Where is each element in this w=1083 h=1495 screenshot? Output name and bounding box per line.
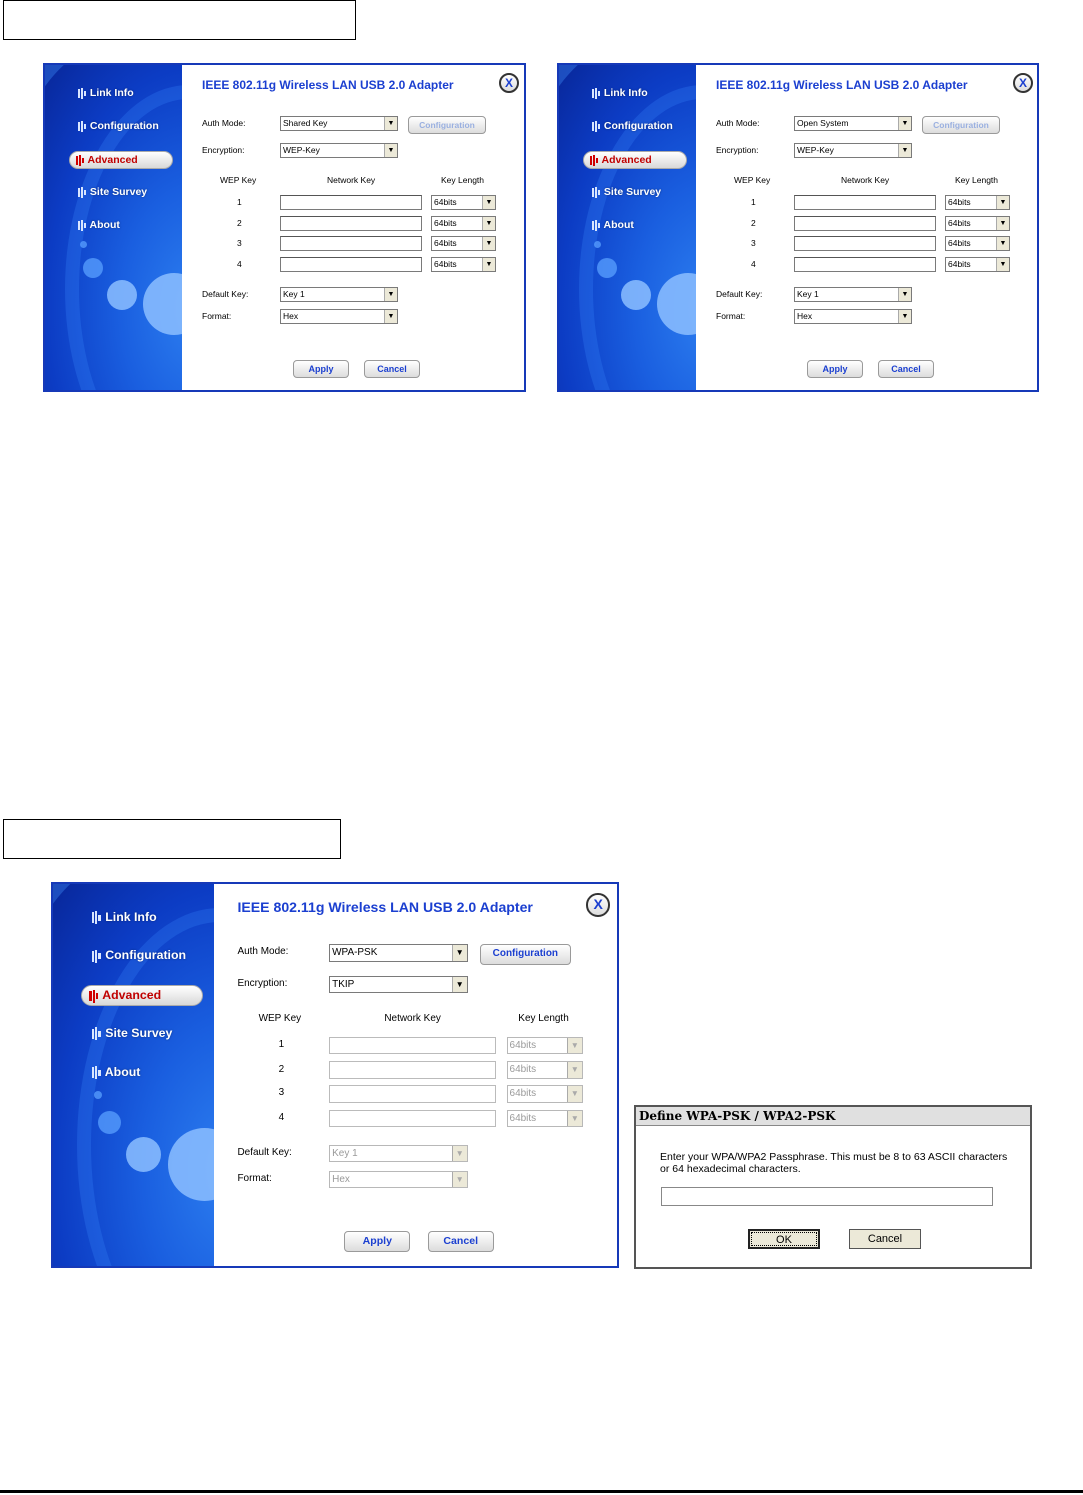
default-key-label: Default Key:	[202, 289, 249, 299]
chevron-down-icon: ▼	[567, 1086, 582, 1102]
key-length-select-value: 64bits	[509, 1064, 537, 1076]
sidebar-dot	[594, 241, 601, 248]
key-length-header: Key Length	[955, 175, 999, 185]
sidebar-item-link-info[interactable]	[92, 908, 214, 927]
sidebar-item-label: About	[603, 219, 634, 231]
sidebar-item-label: Link Info	[603, 87, 648, 99]
sidebar-item-link-info[interactable]	[592, 85, 696, 101]
wep-key-header: WEP Key	[734, 175, 771, 185]
key-length-select-value: 64bits	[434, 238, 457, 248]
sidebar-item-about[interactable]	[592, 217, 696, 233]
chevron-down-icon: ▼	[452, 1146, 467, 1162]
sidebar-item-label: Site Survey	[603, 186, 662, 198]
sidebar	[559, 65, 696, 390]
key-length-select-value: 64bits	[948, 238, 971, 248]
chevron-down-icon: ▼	[898, 310, 911, 323]
chevron-down-icon: ▼	[384, 310, 397, 323]
dialog-title: Define WPA-PSK / WPA2-PSK	[636, 1107, 1030, 1126]
key-length-select[interactable]	[945, 216, 1010, 231]
wep-key-index: 2	[278, 1063, 285, 1075]
window-title: IEEE 802.11g Wireless LAN USB 2.0 Adapter	[716, 78, 968, 92]
key-length-select[interactable]	[431, 236, 496, 251]
sidebar-item-label: Link Info	[105, 909, 157, 924]
default-key-select[interactable]	[329, 1145, 468, 1163]
network-key-header: Network Key	[384, 1013, 441, 1025]
chevron-down-icon: ▼	[898, 288, 911, 301]
sidebar-item-label: Advanced	[87, 154, 138, 166]
sidebar-item-label: Advanced	[601, 154, 652, 166]
close-button[interactable]	[586, 893, 610, 917]
sidebar-dot	[83, 258, 103, 278]
key-length-select[interactable]	[945, 257, 1010, 272]
apply-button[interactable]	[293, 360, 349, 378]
configuration-button-label: Configuration	[419, 120, 475, 130]
chevron-down-icon: ▼	[482, 196, 495, 209]
chevron-down-icon: ▼	[898, 117, 911, 130]
auth-mode-select-value: Shared Key	[283, 118, 328, 128]
wep-key-index: 3	[751, 238, 756, 248]
adapter-window-open-system	[557, 63, 1039, 392]
default-key-select-value: Key 1	[332, 1147, 358, 1159]
format-label: Format:	[202, 311, 232, 321]
sidebar-item-about[interactable]	[78, 217, 182, 233]
chevron-down-icon: ▼	[996, 217, 1009, 230]
network-key-input[interactable]	[329, 1061, 496, 1079]
bars-icon	[92, 908, 102, 927]
chevron-down-icon: ▼	[567, 1111, 582, 1127]
key-length-select[interactable]	[507, 1061, 583, 1079]
sidebar-item-configuration[interactable]	[592, 118, 696, 134]
auth-mode-select-value: Open System	[797, 118, 849, 128]
bars-icon	[78, 85, 87, 101]
close-button[interactable]	[499, 73, 519, 93]
encryption-select-value: TKIP	[332, 978, 355, 990]
format-select-value: Hex	[332, 1173, 350, 1185]
passphrase-input[interactable]	[661, 1187, 993, 1206]
dialog-message-line1: Enter your WPA/WPA2 Passphrase. This must be 8 to 63 ASCII characters	[660, 1151, 1008, 1163]
configuration-button-label: Configuration	[492, 947, 558, 959]
network-key-input[interactable]	[794, 236, 936, 251]
key-length-select-value: 64bits	[509, 1112, 537, 1124]
sidebar-item-label: Advanced	[102, 988, 162, 1003]
network-key-input[interactable]	[280, 195, 422, 210]
auth-mode-label: Auth Mode:	[716, 118, 760, 128]
auth-mode-select-value: WPA-PSK	[332, 946, 378, 958]
configuration-button[interactable]	[922, 116, 1000, 134]
sidebar-item-advanced[interactable]	[583, 151, 687, 169]
encryption-select-value: WEP-Key	[797, 145, 834, 155]
encryption-select[interactable]	[794, 143, 912, 158]
wep-key-header: WEP Key	[258, 1013, 302, 1025]
chevron-down-icon: ▼	[452, 977, 467, 993]
network-key-input[interactable]	[329, 1085, 496, 1103]
format-select[interactable]	[794, 309, 912, 324]
bars-icon	[92, 1024, 102, 1043]
sidebar-item-label: Site Survey	[89, 186, 148, 198]
encryption-select[interactable]	[329, 976, 468, 994]
bars-icon	[78, 118, 87, 134]
bars-icon	[592, 184, 601, 200]
wep-key-index: 3	[237, 238, 242, 248]
network-key-input[interactable]	[329, 1037, 496, 1055]
window-title: IEEE 802.11g Wireless LAN USB 2.0 Adapter	[202, 78, 454, 92]
configuration-button-label: Configuration	[933, 120, 989, 130]
apply-button[interactable]	[344, 1231, 410, 1252]
sidebar-item-label: Site Survey	[105, 1025, 173, 1040]
sidebar-item-site-survey[interactable]	[92, 1024, 214, 1043]
caption-box-bottom	[3, 819, 341, 859]
key-length-select[interactable]	[431, 216, 496, 231]
key-length-header: Key Length	[441, 175, 485, 185]
sidebar-item-label: Configuration	[105, 948, 187, 963]
bars-icon	[592, 217, 601, 233]
network-key-input[interactable]	[794, 216, 936, 231]
cancel-button-label: Cancel	[443, 1234, 479, 1247]
bars-icon	[76, 152, 85, 168]
wep-key-index: 4	[278, 1111, 285, 1123]
default-key-select[interactable]	[280, 287, 398, 302]
close-icon: X	[1018, 76, 1027, 90]
encryption-select-value: WEP-Key	[283, 145, 320, 155]
chevron-down-icon: ▼	[898, 144, 911, 157]
key-length-header: Key Length	[518, 1013, 569, 1025]
sidebar-item-configuration[interactable]	[92, 946, 214, 965]
apply-button[interactable]	[807, 360, 863, 378]
apply-button-label: Apply	[308, 364, 334, 374]
chevron-down-icon: ▼	[996, 196, 1009, 209]
network-key-header: Network Key	[327, 175, 376, 185]
key-length-select[interactable]	[507, 1085, 583, 1103]
wep-key-index: 3	[278, 1087, 285, 1099]
chevron-down-icon: ▼	[452, 945, 467, 961]
sidebar-item-label: About	[104, 1064, 141, 1079]
key-length-select-value: 64bits	[948, 197, 971, 207]
configuration-button[interactable]	[480, 944, 572, 965]
key-length-select[interactable]	[945, 236, 1010, 251]
chevron-down-icon: ▼	[452, 1172, 467, 1188]
sidebar-item-label: Configuration	[603, 120, 673, 132]
cancel-button-label: Cancel	[891, 364, 921, 374]
key-length-select-value: 64bits	[434, 259, 457, 269]
dialog-message-line2: or 64 hexadecimal characters.	[660, 1163, 801, 1175]
wpa-psk-dialog	[634, 1105, 1032, 1269]
network-key-input[interactable]	[794, 257, 936, 272]
encryption-label: Encryption:	[237, 978, 288, 989]
wep-key-index: 4	[237, 259, 242, 269]
sidebar-item-configuration[interactable]	[78, 118, 182, 134]
sidebar-item-site-survey[interactable]	[78, 184, 182, 200]
wep-key-index: 1	[751, 197, 756, 207]
key-length-select[interactable]	[507, 1110, 583, 1128]
format-select-value: Hex	[283, 311, 299, 321]
sidebar-dot	[80, 241, 87, 248]
auth-mode-select[interactable]	[794, 116, 912, 131]
default-key-label: Default Key:	[716, 289, 763, 299]
chevron-down-icon: ▼	[567, 1062, 582, 1078]
dialog-ok-button[interactable]	[748, 1229, 820, 1249]
network-key-input[interactable]	[794, 195, 936, 210]
sidebar-dot	[107, 280, 137, 310]
close-icon: X	[593, 896, 603, 913]
sidebar-dot	[126, 1137, 161, 1172]
bars-icon	[592, 118, 601, 134]
chevron-down-icon: ▼	[567, 1038, 582, 1054]
adapter-window-wpa-psk	[51, 882, 619, 1268]
key-length-select-value: 64bits	[948, 218, 971, 228]
auth-mode-label: Auth Mode:	[202, 118, 246, 128]
wep-key-index: 2	[751, 218, 756, 228]
wep-key-index: 2	[237, 218, 242, 228]
default-key-select[interactable]	[794, 287, 912, 302]
default-key-select-value: Key 1	[797, 289, 819, 299]
window-title: IEEE 802.11g Wireless LAN USB 2.0 Adapter	[237, 899, 533, 916]
sidebar	[53, 884, 214, 1266]
key-length-select[interactable]	[431, 257, 496, 272]
apply-button-label: Apply	[362, 1234, 392, 1247]
sidebar-item-link-info[interactable]	[78, 85, 182, 101]
close-button[interactable]	[1013, 73, 1033, 93]
chevron-down-icon: ▼	[482, 237, 495, 250]
auth-mode-select[interactable]	[280, 116, 398, 131]
wep-key-index: 4	[751, 259, 756, 269]
auth-mode-select[interactable]	[329, 944, 468, 962]
dialog-ok-label: OK	[776, 1234, 792, 1246]
bars-icon	[78, 217, 87, 233]
bars-icon	[590, 152, 599, 168]
sidebar-item-label: About	[89, 219, 120, 231]
cancel-button[interactable]	[878, 360, 934, 378]
wep-key-index: 1	[237, 197, 242, 207]
configuration-button[interactable]	[408, 116, 486, 134]
default-key-select-value: Key 1	[283, 289, 305, 299]
chevron-down-icon: ▼	[482, 258, 495, 271]
footer-rule	[0, 1490, 1083, 1493]
chevron-down-icon: ▼	[384, 117, 397, 130]
default-key-label: Default Key:	[237, 1147, 292, 1159]
sidebar-dot	[621, 280, 651, 310]
sidebar-item-site-survey[interactable]	[592, 184, 696, 200]
sidebar-item-label: Link Info	[89, 87, 134, 99]
cancel-button[interactable]	[364, 360, 420, 378]
key-length-select[interactable]	[507, 1037, 583, 1055]
network-key-input[interactable]	[280, 216, 422, 231]
key-length-select[interactable]	[945, 195, 1010, 210]
chevron-down-icon: ▼	[996, 258, 1009, 271]
cancel-button-label: Cancel	[377, 364, 407, 374]
bars-icon	[89, 986, 99, 1005]
sidebar-item-label: Configuration	[89, 120, 159, 132]
key-length-select-value: 64bits	[509, 1087, 537, 1099]
key-length-select-value: 64bits	[434, 218, 457, 228]
format-label: Format:	[716, 311, 746, 321]
bars-icon	[92, 947, 102, 966]
wep-key-index: 1	[278, 1039, 285, 1051]
sidebar	[45, 65, 182, 390]
format-label: Format:	[237, 1173, 272, 1185]
sidebar-item-advanced[interactable]	[81, 985, 203, 1006]
chevron-down-icon: ▼	[996, 237, 1009, 250]
network-key-input[interactable]	[329, 1110, 496, 1128]
auth-mode-label: Auth Mode:	[237, 946, 289, 958]
dialog-cancel-label: Cancel	[867, 1233, 903, 1245]
network-key-header: Network Key	[841, 175, 890, 185]
key-length-select-value: 64bits	[948, 259, 971, 269]
format-select[interactable]	[280, 309, 398, 324]
wep-key-header: WEP Key	[220, 175, 257, 185]
key-length-select-value: 64bits	[434, 197, 457, 207]
dialog-cancel-button[interactable]	[849, 1229, 921, 1249]
chevron-down-icon: ▼	[482, 217, 495, 230]
key-length-select-value: 64bits	[509, 1039, 537, 1051]
bars-icon	[92, 1063, 102, 1082]
sidebar-item-advanced[interactable]	[69, 151, 173, 169]
encryption-label: Encryption:	[202, 145, 245, 155]
close-icon: X	[504, 76, 513, 90]
cancel-button[interactable]	[428, 1231, 494, 1252]
sidebar-item-about[interactable]	[92, 1063, 214, 1082]
format-select[interactable]	[329, 1171, 468, 1189]
network-key-input[interactable]	[280, 236, 422, 251]
key-length-select[interactable]	[431, 195, 496, 210]
chevron-down-icon: ▼	[384, 288, 397, 301]
chevron-down-icon: ▼	[384, 144, 397, 157]
bars-icon	[592, 85, 601, 101]
encryption-label: Encryption:	[716, 145, 759, 155]
format-select-value: Hex	[797, 311, 813, 321]
apply-button-label: Apply	[822, 364, 848, 374]
network-key-input[interactable]	[280, 257, 422, 272]
adapter-window-shared-key	[43, 63, 526, 392]
caption-box-top	[3, 0, 356, 40]
encryption-select[interactable]	[280, 143, 398, 158]
sidebar-dot	[597, 258, 617, 278]
bars-icon	[78, 184, 87, 200]
